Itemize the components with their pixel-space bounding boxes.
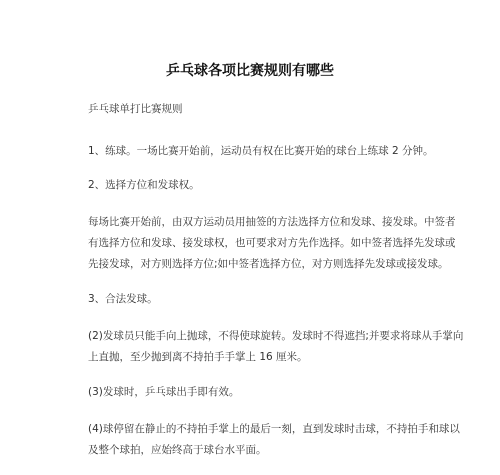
document-title: 乒乓球各项比赛规则有哪些	[166, 63, 334, 79]
paragraph-rule-3-item-3: (3)发球时，乒乓球出手即有效。	[88, 386, 240, 398]
paragraph-rule-3-item-2: (2)发球员只能手向上抛球，不得使球旋转。发球时不得遮挡;并要求将球从手掌向上直抛，至少抛到离不持拍手手掌上 16 厘米。	[88, 330, 464, 363]
paragraph-rule-3: 3、合法发球。	[88, 293, 158, 305]
paragraph-rule-2-detail: 每场比赛开始前，由双方运动员用抽签的方法选择方位和发球、接发球。中签者有选择方位和发球、接发球权，也可要求对方先作选择。如中签者选择先发球或先接发球，对方则选择方位;如中签者选择方位，对方则选择先发球或接发球。	[88, 216, 456, 270]
paragraph-section-heading: 乒乓球单打比赛规则	[88, 103, 183, 115]
paragraph-rule-3-item-4: (4)球停留在静止的不持拍手掌上的最后一刻，直到发球时击球，不持拍手和球以及整个球拍，应始终高于球台水平面。	[88, 423, 460, 456]
paragraph-rule-1: 1、练球。一场比赛开始前，运动员有权在比赛开始的球台上练球 2 分钟。	[88, 145, 434, 157]
paragraph-rule-2: 2、选择方位和发球权。	[88, 179, 200, 191]
